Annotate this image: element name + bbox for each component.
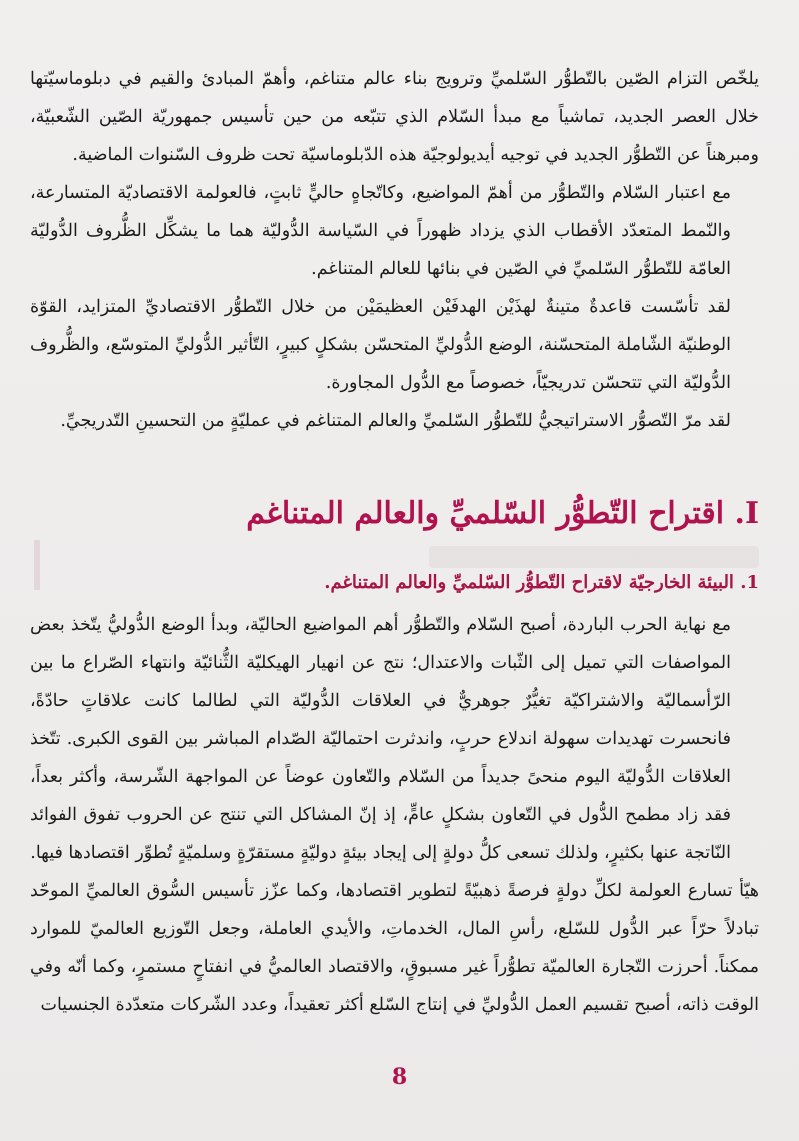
section-paragraph-1: مع نهاية الحرب الباردة، أصبح السّلام والتّطوُّر أهم المواضيع الحاليّة، وبدأ الوضع الدُّوليُّ يتّخذ بعض المواصفات التي تميل إلى الثّبات والاعتدال؛ نتج عن انهيار الهيكليّة الثُّنائيّة وانتهاء الصّراع ما بين الرّأسماليّة والاشتراكيّة تغيُّرٌ جوهريٌّ في العلاقات الدُّوليّة التي لطالما كانت علاقاتٍ حادّةً، فانحسرت تهديدات سهولة اندلاع حربٍ، واندثرت احتماليّة الصّدام المباشر بين القوى الكبرى. تتّخذ العلاقات الدُّوليّة اليوم منحىً جديداً من السّلام والتّعاون عوضاً عن المواجهة الشّرسة، وأكثر بعداً، فقد زاد مطمح الدُّول في التّعاون بشكلٍ عامٍّ، إذ إنّ المشاكل التي تنتج عن الحروب تفوق الفوائد النّاتجة عنها بكثيرٍ، ولذلك تسعى كلُّ دولةٍ إلى إيجاد بيئةٍ دوليّةٍ مستقرّةٍ وسلميّةٍ تُطوِّر اقتصادها فيها. bbox=[30, 615, 731, 863]
subsection-heading: 1. البيئة الخارجيّة لاقتراح التّطوُّر السّلميِّ والعالم المتناغم. bbox=[324, 572, 759, 593]
intro-paragraph-3: لقد تأسّست قاعدةٌ متينةٌ لهذَيْن الهدفَيْن العظيمَيْن من خلال التّطوُّر الاقتصاديِّ المتزايد، القوّة الوطنيّة الشّاملة المتحسّنة، الوضع الدُّوليِّ المتحسّن بشكلٍ كبيرٍ، التّأثير الدُّوليِّ المتوسّع، والظُّروف الدُّوليّة التي تتحسّن تدريجيّاً، خصوصاً مع الدُّول المجاورة. bbox=[30, 297, 731, 393]
bleed-through-mark bbox=[429, 546, 759, 568]
section-text bbox=[30, 606, 759, 1024]
section-paragraph-2: هيّأ تسارع العولمة لكلِّ دولةٍ فرصةً ذهبيّةً لتطوير اقتصادها، وكما عزّز تأسيس السُّوق العالميِّ الموحّد تبادلاً حرّاً عبر الدُّول للسّلع، رأسِ المال، الخدماتِ، والأيدي العاملة، وجعل التّوزيع العالميّ للموارد ممكناً. أحرزت التّجارة العالميّة تطوُّراً غير مسبوقٍ، والاقتصاد العالميُّ في انفتاحٍ مستمرٍ، وكما أنّه وفي الوقت ذاته، أصبح تقسيم العمل الدُّوليِّ في إنتاج السّلع أكثر تعقيداً، وعدد الشّركات متعدّدة الجنسيات bbox=[30, 881, 759, 1015]
section-heading: I. اقتراح التّطوُّر السّلميِّ والعالم المتناغم bbox=[246, 496, 759, 531]
intro-paragraph-1: يلخّص التزام الصّين بالتّطوُّر السّلميِّ وترويج بناء عالم متناغم، وأهمّ المبادئ والقيم في دبلوماسيّتها خلال العصر الجديد، تماشياً مع مبدأ السّلام الذي تتبّعه من حين تأسيس جمهوريّة الصّين الشّعبيّة، ومبرهناً عن التّطوُّر الجديد في توجيه أيديولوجيّة هذه الدّبلوماسيّة تحت ظروف السّنوات الماضية. bbox=[30, 69, 759, 165]
intro-paragraph-4: لقد مرّ التّصوُّر الاستراتيجيُّ للتّطوُّر السّلميِّ والعالم المتناغم في عمليّةٍ من التحسينِ التّدريجيِّ. bbox=[60, 411, 731, 431]
intro-paragraph-2: مع اعتبار السّلام والتّطوُّر من أهمّ المواضيع، وكاتّجاهٍ حاليٍّ ثابتٍ، فالعولمة الاقتصاديّة المتسارعة، والنّمط المتعدّد الأقطاب الذي يزداد ظهوراً في السّياسة الدُّوليّة هما ما يشكِّل الظُّروف الدُّوليّة العامّة للتّطوُّر السّلميِّ في الصّين في بنائها للعالم المتناغم. bbox=[30, 183, 731, 279]
intro-text bbox=[30, 60, 759, 440]
page-number: 8 bbox=[391, 1064, 408, 1090]
